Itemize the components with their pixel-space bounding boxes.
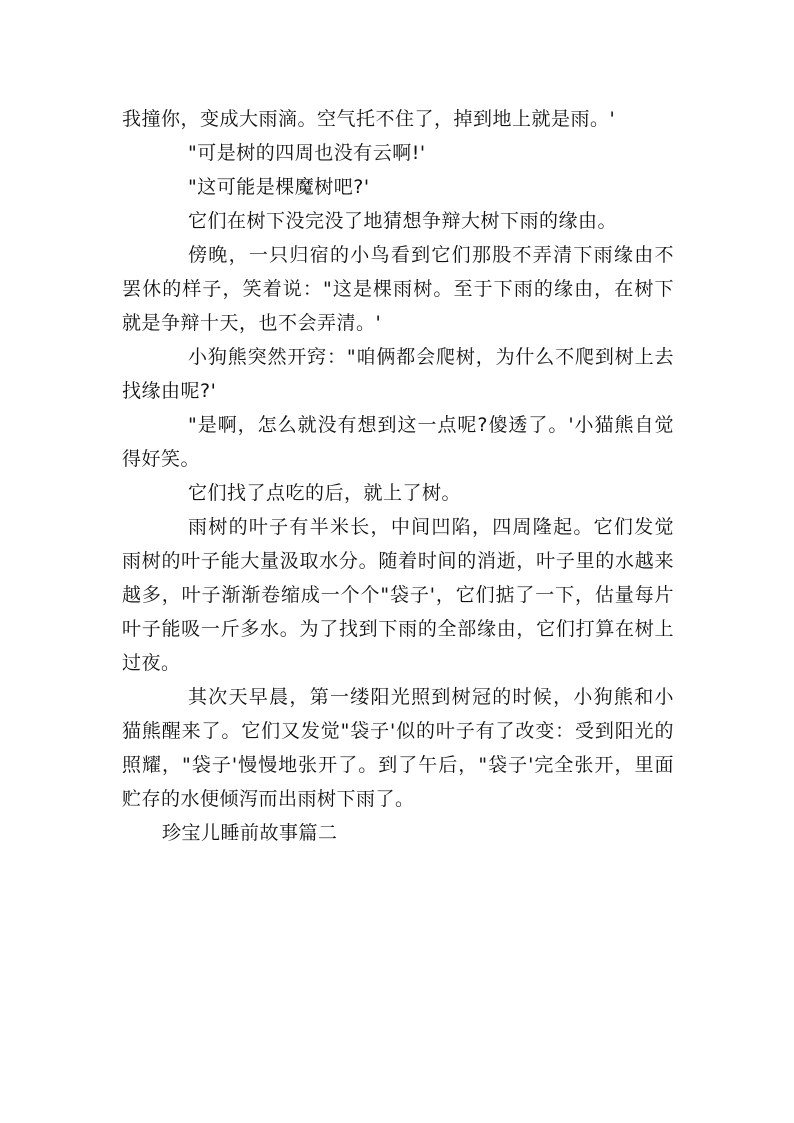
text-line: 它们在树下没完没了地猜想争辩大树下雨的缘由。 [188, 210, 618, 232]
paragraph [122, 510, 674, 680]
text-line: 雨树的叶子有半米长，中间凹陷，四周隆起。它们发 [188, 516, 655, 538]
text-line: 在树下就是争辩十天，也不会弄清。' [122, 278, 674, 334]
paragraph [122, 238, 674, 340]
text-line: 其次天早晨，第一缕阳光照到树冠的时候，小狗熊和 [188, 686, 655, 708]
paragraph [122, 170, 674, 204]
text-line: 它们找了点吃的后，就上了树。 [188, 482, 462, 504]
paragraph [122, 136, 674, 170]
text-line: 小狗熊突然开窍："咱俩都会爬树，为什么不爬到树 [188, 346, 635, 368]
text-line: "可是树的四周也没有云啊!' [188, 142, 426, 164]
paragraph [122, 408, 674, 476]
text-line: "是啊，怎么就没有想到这一点呢?傻透了。'小猫熊 [188, 414, 635, 436]
document-body [122, 102, 674, 850]
text-line: 上去找缘由呢?' [122, 346, 674, 402]
text-line: 傍晚，一只归宿的小鸟看到它们那股不弄清下雨缘由 [188, 244, 655, 266]
text-line: 自觉得好笑。 [122, 414, 674, 470]
paragraph [122, 476, 674, 510]
text-line: 水越来越多，叶子渐渐卷缩成一个个"袋子'，它们掂了一下， [122, 550, 674, 606]
paragraph [122, 680, 674, 816]
paragraph [122, 102, 674, 136]
text-line: 觉雨树的叶子能大量汲取水分。随着时间的消逝，叶子里的 [122, 516, 674, 572]
text-line: 们打算在树上过夜。 [122, 618, 674, 674]
text-line: 小猫熊醒来了。它们又发觉"袋子'似的叶子有了改变：受到 [122, 686, 674, 742]
text-line: 我撞你，变成大雨滴。空气托不住了，掉到地上就是雨。' [122, 108, 616, 130]
text-line: 不罢休的样子，笑着说："这是棵雨树。至于下雨的缘由， [122, 244, 674, 300]
text-line: 阳光的照耀，"袋子'慢慢地张开了。到了午后，"袋子'完全 [122, 720, 674, 776]
paragraph [122, 204, 674, 238]
text-line: "这可能是棵魔树吧?' [188, 176, 370, 198]
paragraph [122, 340, 674, 408]
text-line: 张开，里面贮存的水便倾泻而出雨树下雨了。 [122, 754, 674, 810]
text-line: 估量每片叶子能吸一斤多水。为了找到下雨的全部缘由，它 [122, 584, 674, 640]
section-heading: 珍宝儿睡前故事篇二 [162, 822, 338, 844]
